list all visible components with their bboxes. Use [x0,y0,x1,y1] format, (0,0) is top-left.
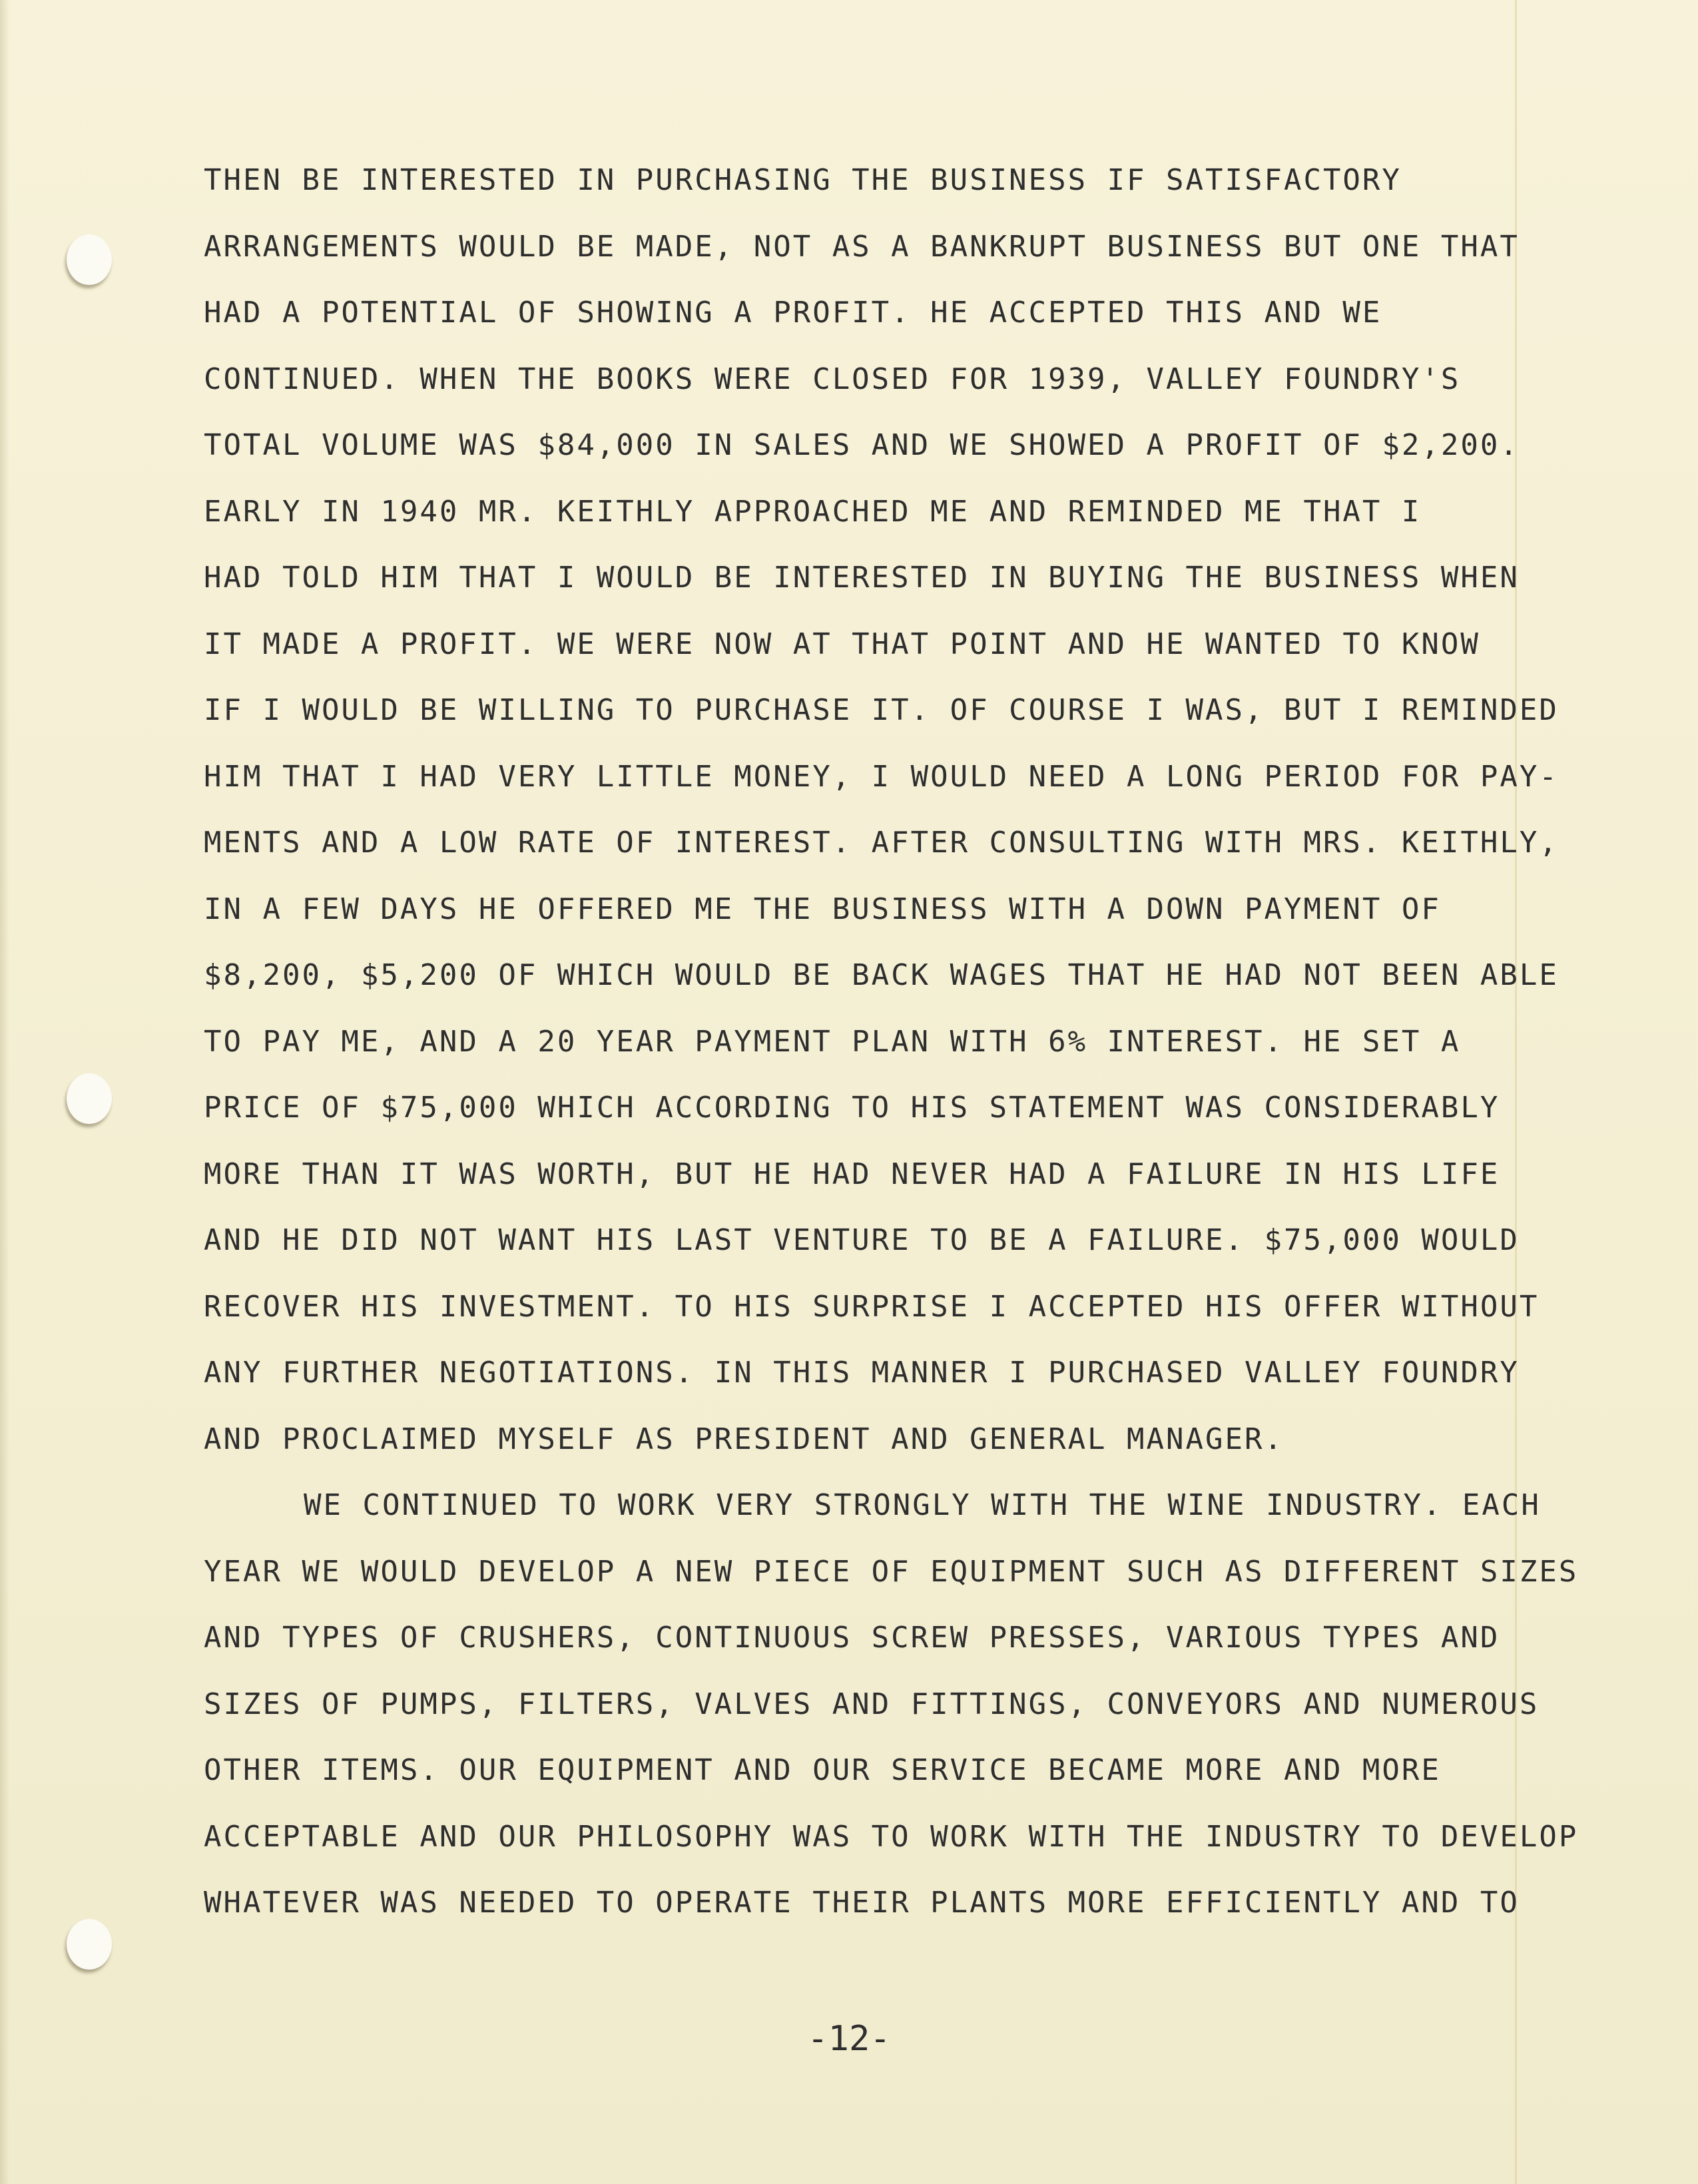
text-line: MORE THAN IT WAS WORTH, BUT HE HAD NEVER HAD A FAILURE IN HIS LIFE [204,1157,1500,1191]
text-line: RECOVER HIS INVESTMENT. TO HIS SURPRISE I ACCEPTED HIS OFFER WITHOUT [204,1289,1540,1324]
page-number: -12- [807,2019,891,2059]
text-line: THEN BE INTERESTED IN PURCHASING THE BUSINESS IF SATISFACTORY [204,163,1402,197]
text-line: TOTAL VOLUME WAS $84,000 IN SALES AND WE SHOWED A PROFIT OF $2,200. [204,428,1520,462]
text-line: AND PROCLAIMED MYSELF AS PRESIDENT AND GENERAL MANAGER. [204,1422,1284,1456]
text-line: MENTS AND A LOW RATE OF INTEREST. AFTER CONSULTING WITH MRS. KEITHLY, [204,826,1559,860]
text-line: OTHER ITEMS. OUR EQUIPMENT AND OUR SERVICE BECAME MORE AND MORE [204,1753,1441,1787]
punch-hole-middle [67,1073,112,1124]
body-text [204,154,1615,1944]
text-line: SIZES OF PUMPS, FILTERS, VALVES AND FITTINGS, CONVEYORS AND NUMEROUS [204,1687,1540,1721]
text-line: CONTINUED. WHEN THE BOOKS WERE CLOSED FOR 1939, VALLEY FOUNDRY'S [204,362,1461,396]
text-line: EARLY IN 1940 MR. KEITHLY APPROACHED ME AND REMINDED ME THAT I [204,494,1422,529]
text-line: ARRANGEMENTS WOULD BE MADE, NOT AS A BANKRUPT BUSINESS BUT ONE THAT [204,229,1520,264]
text-line: AND TYPES OF CRUSHERS, CONTINUOUS SCREW PRESSES, VARIOUS TYPES AND [204,1621,1500,1655]
text-line: IF I WOULD BE WILLING TO PURCHASE IT. OF COURSE I WAS, BUT I REMINDED [204,693,1559,727]
text-line: HAD A POTENTIAL OF SHOWING A PROFIT. HE ACCEPTED THIS AND WE [204,296,1382,330]
punch-hole-bottom [67,1919,112,1970]
text-line: IT MADE A PROFIT. WE WERE NOW AT THAT POINT AND HE WANTED TO KNOW [204,627,1480,661]
text-line: AND HE DID NOT WANT HIS LAST VENTURE TO BE A FAILURE. $75,000 WOULD [204,1223,1520,1257]
punch-hole-top [67,234,112,285]
text-line: $8,200, $5,200 OF WHICH WOULD BE BACK WAGES THAT HE HAD NOT BEEN ABLE [204,958,1559,992]
text-line: HIM THAT I HAD VERY LITTLE MONEY, I WOULD NEED A LONG PERIOD FOR PAY- [204,759,1559,794]
page-edge-shadow [0,0,9,2184]
text-line: ANY FURTHER NEGOTIATIONS. IN THIS MANNER I PURCHASED VALLEY FOUNDRY [204,1356,1520,1390]
text-line: HAD TOLD HIM THAT I WOULD BE INTERESTED IN BUYING THE BUSINESS WHEN [204,561,1520,595]
text-line: IN A FEW DAYS HE OFFERED ME THE BUSINESS WITH A DOWN PAYMENT OF [204,892,1441,926]
text-line: TO PAY ME, AND A 20 YEAR PAYMENT PLAN WITH 6% INTEREST. HE SET A [204,1024,1461,1059]
text-line: ACCEPTABLE AND OUR PHILOSOPHY WAS TO WORK WITH THE INDUSTRY TO DEVELOP [204,1819,1579,1854]
text-line: PRICE OF $75,000 WHICH ACCORDING TO HIS STATEMENT WAS CONSIDERABLY [204,1091,1500,1125]
text-line: WE CONTINUED TO WORK VERY STRONGLY WITH THE WINE INDUSTRY. EACH [304,1488,1541,1522]
text-line: YEAR WE WOULD DEVELOP A NEW PIECE OF EQUIPMENT SUCH AS DIFFERENT SIZES [204,1554,1579,1589]
text-line: WHATEVER WAS NEEDED TO OPERATE THEIR PLANTS MORE EFFICIENTLY AND TO [204,1886,1520,1920]
